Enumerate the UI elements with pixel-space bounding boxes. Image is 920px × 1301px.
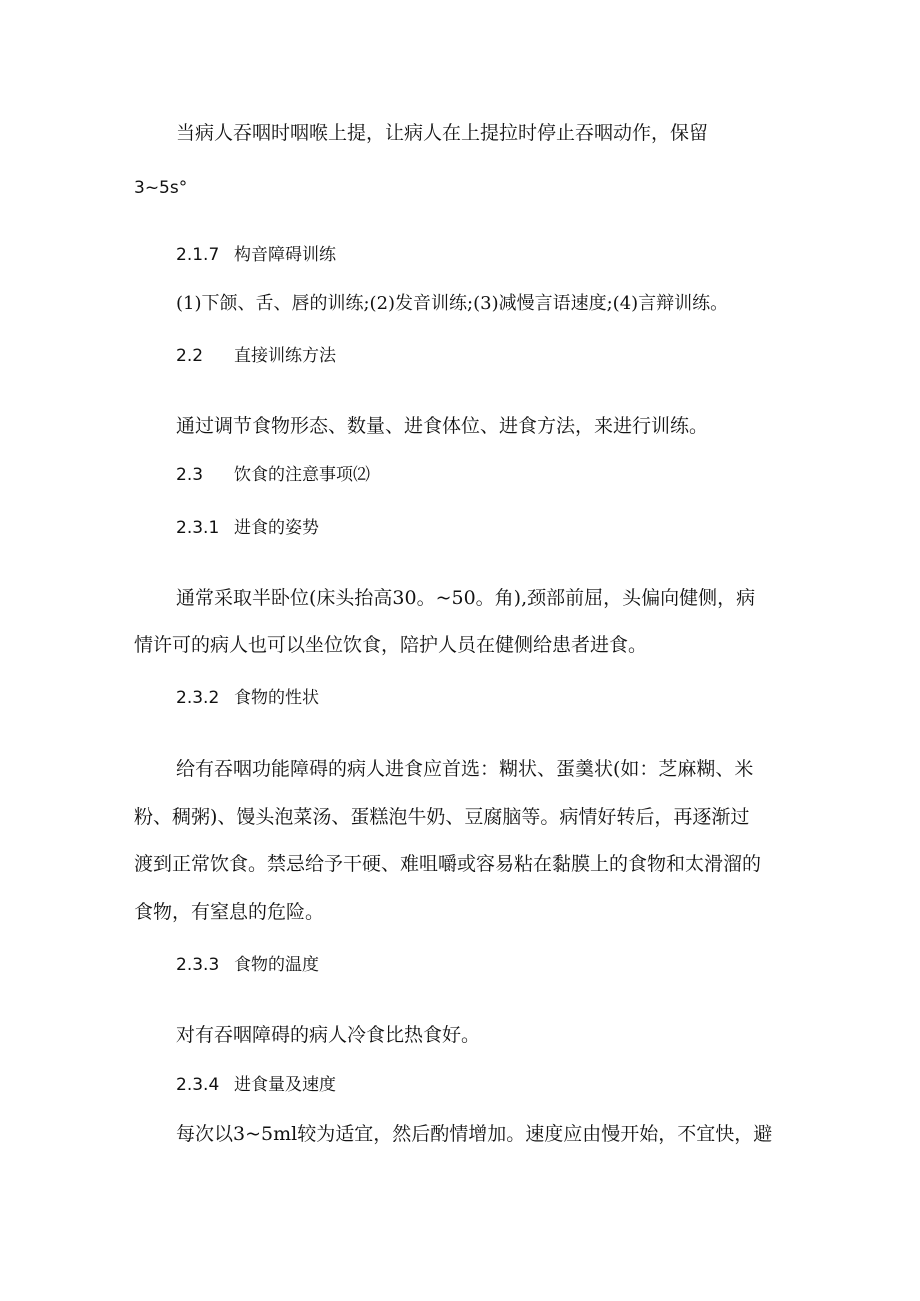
section-number: 2.1.7	[176, 245, 220, 265]
paragraph-line: 通过调节食物形态、数量、进食体位、进食方法，来进行训练。	[176, 415, 709, 437]
section-title: 食物的性状	[234, 688, 319, 708]
section-number: 2.2	[176, 346, 204, 366]
section-heading-2-1-7	[176, 244, 336, 266]
section-title: 进食量及速度	[234, 1075, 336, 1095]
section-number: 2.3.4	[176, 1075, 220, 1095]
section-heading-2-3-3	[176, 954, 319, 976]
paragraph-line: 当病人吞咽时咽喉上提，让病人在上提拉时停止吞咽动作，保留	[176, 122, 709, 144]
section-heading-2-3	[176, 464, 370, 486]
section-number: 2.3.1	[176, 518, 220, 538]
paragraph-line: 渡到正常饮食。禁忌给予干硬、难咀嚼或容易粘在黏膜上的食物和太滑溜的	[134, 853, 762, 875]
section-title: 构音障碍训练	[234, 245, 336, 265]
section-heading-2-3-4	[176, 1074, 336, 1096]
section-number: 2.3.2	[176, 688, 220, 708]
section-number: 2.3	[176, 465, 204, 485]
paragraph-line: 食物，有窒息的危险。	[134, 901, 325, 923]
paragraph-line: 通常采取半卧位(床头抬高30。~50。角),颈部前屈，头偏向健侧，病	[176, 587, 756, 609]
paragraph-line: 每次以3~5ml较为适宜，然后酌情增加。速度应由慢开始，不宜快，避	[176, 1123, 773, 1145]
paragraph-line: (1)下颌、舌、唇的训练;(2)发音训练;(3)减慢言语速度;(4)言辩训练。	[176, 293, 729, 314]
paragraph-line: 情许可的病人也可以坐位饮食，陪护人员在健侧给患者进食。	[134, 634, 648, 656]
paragraph-line: 粉、稠粥)、馒头泡菜汤、蛋糕泡牛奶、豆腐脑等。病情好转后，再逐渐过	[134, 806, 750, 828]
paragraph-line: 对有吞咽障碍的病人冷食比热食好。	[176, 1024, 481, 1046]
paragraph-line: 给有吞咽功能障碍的病人进食应首选：糊状、蛋羹状(如：芝麻糊、米	[176, 758, 754, 780]
section-title: 饮食的注意事项⑵	[234, 465, 370, 485]
section-title: 进食的姿势	[234, 518, 319, 538]
section-title: 直接训练方法	[234, 346, 336, 366]
section-title: 食物的温度	[234, 955, 319, 975]
paragraph-line: 3~5s°	[134, 178, 188, 198]
section-heading-2-3-1	[176, 517, 319, 539]
section-heading-2-3-2	[176, 687, 319, 709]
section-number: 2.3.3	[176, 955, 220, 975]
section-heading-2-2	[176, 345, 336, 367]
